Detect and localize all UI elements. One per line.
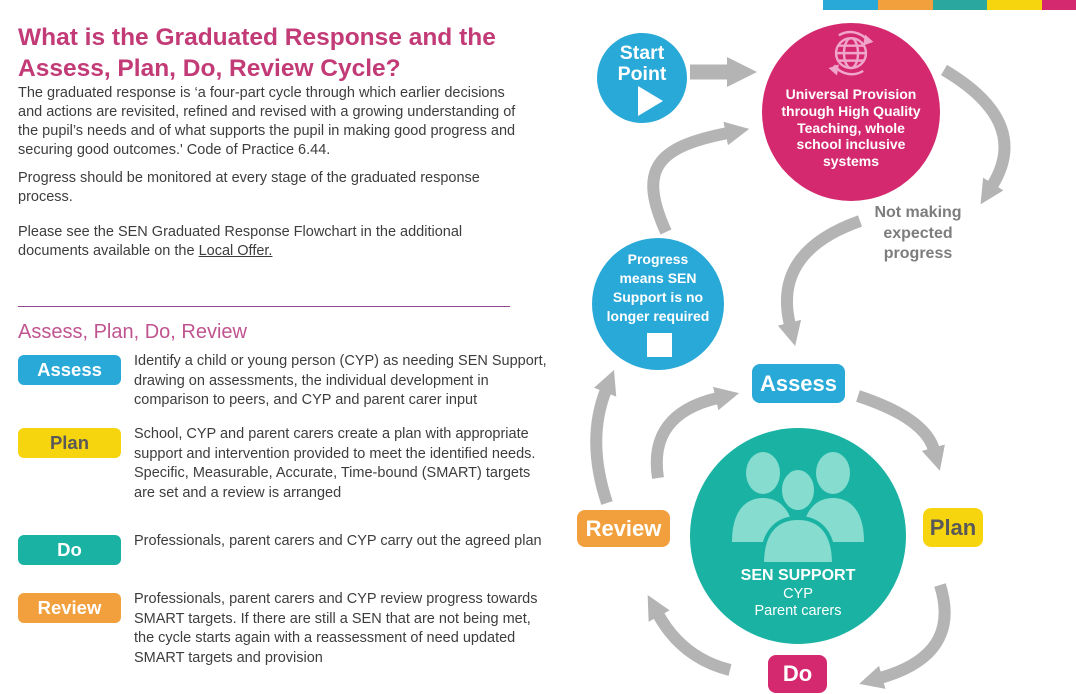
progress-exit-label: Progress means SEN Support is no longer required <box>606 251 710 324</box>
intro-paragraph-1: The graduated response is ‘a four-part cycle through which earlier decisions and actions are revisited, refined and revised with a growing understanding of the pupil’s needs and of what supports the pupil in making good progress and securing good outcomes.' Code of Practice 6.44. <box>18 85 516 158</box>
brand-color-bar <box>823 0 1076 10</box>
intro-paragraph-2: Progress should be monitored at every stage of the graduated response process. <box>18 170 480 205</box>
local-offer-link[interactable]: Local Offer. <box>198 243 273 259</box>
review-cycle-badge: Review <box>577 510 670 547</box>
bar-segment-orange <box>878 0 933 10</box>
universal-provision-circle <box>762 23 940 201</box>
plan-description: School, CYP and parent carers create a plan with appropriate support and intervention provided to meet the identified needs. Specific, Measurable, Accurate, Time-bound (SMART) targets are set and a review is arranged <box>134 426 536 501</box>
bar-segment-teal <box>933 0 988 10</box>
arrow-cycle-to-assess <box>657 398 718 478</box>
people-icon <box>718 446 878 564</box>
progress-exit-circle <box>592 238 724 370</box>
bar-segment-cyan <box>823 0 878 10</box>
play-icon <box>638 86 663 116</box>
assess-list-badge: Assess <box>18 355 121 385</box>
arrow-assess-to-plan <box>858 396 934 450</box>
apdr-row-review <box>18 590 554 668</box>
do-list-badge: Do <box>18 535 121 565</box>
arrow-progress-to-universal <box>653 133 728 232</box>
review-description: Professionals, parent carers and CYP review progress towards SMART targets. If there are still a SEN that are not being met, the cycle starts again with a reassessment of need updated SMART targets and provision <box>134 591 538 666</box>
sen-support-label: SEN SUPPORT CYP Parent carers <box>740 567 856 619</box>
section-divider <box>18 306 510 307</box>
do-description: Professionals, parent carers and CYP carry out the agreed plan <box>134 533 542 549</box>
not-making-progress-label: Not making expected progress <box>874 204 962 262</box>
apdr-row-assess <box>18 352 554 411</box>
globe-icon <box>823 26 879 84</box>
assess-cycle-badge: Assess <box>752 364 845 403</box>
start-point-circle <box>597 33 687 123</box>
page-title <box>18 22 496 84</box>
page-title-line2: Assess, Plan, Do, Review Cycle? <box>18 55 401 83</box>
sen-support-circle <box>690 428 906 644</box>
universal-provision-label: Universal Provision through High Quality Teaching, whole school inclusive systems <box>781 86 921 170</box>
apdr-heading: Assess, Plan, Do, Review <box>18 321 247 343</box>
apdr-row-plan <box>18 425 554 503</box>
intro-paragraph-3: Please see the SEN Graduated Response Flowchart in the additional documents available on the Local Offer. <box>18 224 463 259</box>
assess-description: Identify a child or young person (CYP) as needing SEN Support, drawing on assessments, the individual development in comparison to peers, and CYP and parent carer input <box>134 353 547 408</box>
stop-icon <box>647 333 672 357</box>
start-point-label: Start Point <box>617 42 667 85</box>
do-cycle-badge: Do <box>768 655 827 693</box>
arrow-universal-to-notmaking <box>944 70 1005 186</box>
arrow-do-to-review <box>658 614 730 670</box>
plan-cycle-badge: Plan <box>923 508 983 547</box>
review-list-badge: Review <box>18 593 121 623</box>
plan-list-badge: Plan <box>18 428 121 458</box>
bar-segment-pink <box>1042 0 1076 10</box>
bar-segment-yellow <box>987 0 1042 10</box>
apdr-row-do <box>18 532 554 565</box>
page-title-line1: What is the Graduated Response and the <box>18 24 496 52</box>
arrow-notmaking-to-assess <box>787 221 860 325</box>
arrow-review-to-progress <box>596 390 607 503</box>
